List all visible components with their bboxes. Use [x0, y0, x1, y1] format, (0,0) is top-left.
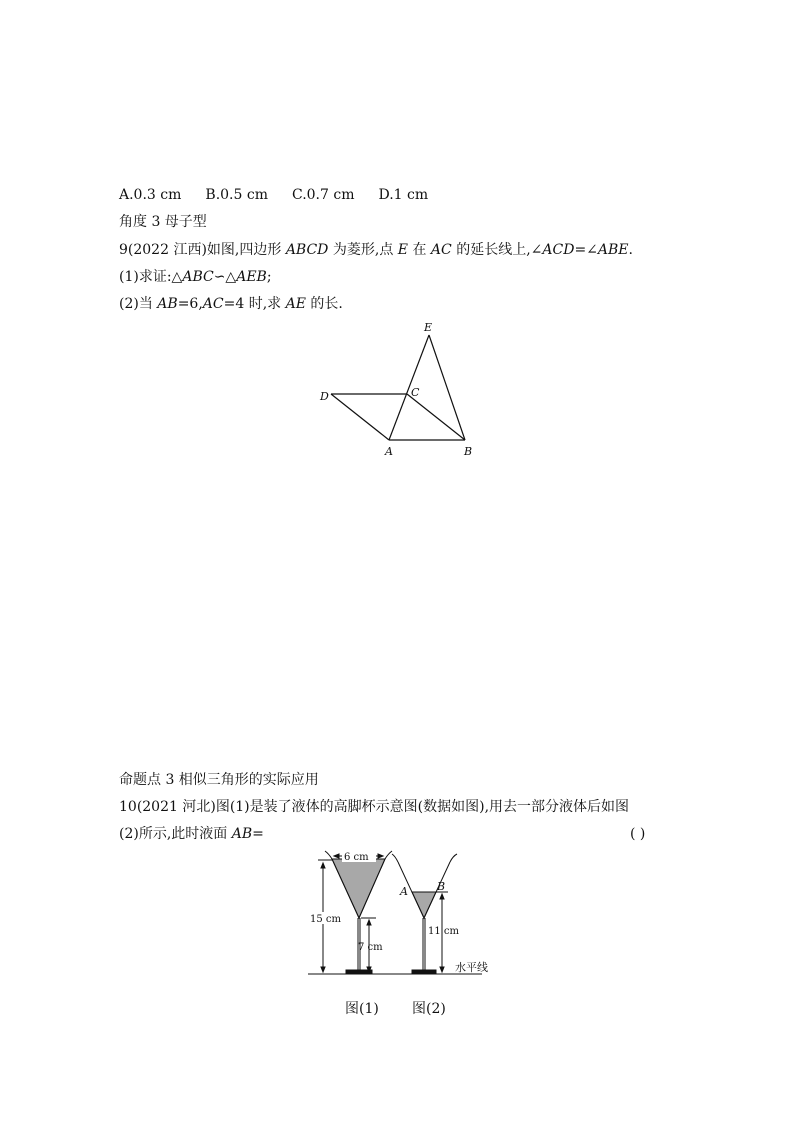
- question-10-line2: (2)所示,此时液面 AB=: [119, 826, 264, 842]
- section-heading-angle3: 角度 3 母子型: [119, 214, 207, 230]
- label-goblet-b: B: [437, 880, 446, 893]
- figure-rhombus-triangle: [310, 318, 490, 463]
- label-a: A: [385, 445, 393, 458]
- stem-label: 7 cm: [358, 942, 383, 953]
- option-b: B.0.5 cm: [205, 187, 268, 203]
- label-goblet-a: A: [400, 885, 408, 898]
- section-heading-point3: 命题点 3 相似三角形的实际应用: [119, 772, 319, 788]
- answer-options: [119, 185, 452, 205]
- label-e: E: [424, 321, 433, 334]
- question-9-part1: (1)求证:△ABC∽△AEB;: [119, 269, 272, 285]
- goblet2-liquid: [412, 892, 436, 918]
- answer-parentheses: ( ): [630, 826, 646, 842]
- segment-ae: [389, 335, 429, 440]
- segment-cb: [407, 394, 465, 440]
- width-label: 6 cm: [344, 852, 369, 863]
- right-height-label: 11 cm: [428, 926, 459, 937]
- goblet1-liquid: [332, 859, 385, 918]
- option-d: D.1 cm: [378, 187, 429, 203]
- horizon-label: 水平线: [455, 961, 488, 974]
- label-b: B: [464, 445, 473, 458]
- segment-eb: [429, 335, 465, 440]
- question-9-stem: 9(2022 江西)如图,四边形 ABCD 为菱形,点 E 在 AC 的延长线上,∠ACD=∠ABE.: [119, 242, 633, 258]
- caption-figure-1: 图(1): [345, 1001, 379, 1017]
- label-c: C: [411, 386, 420, 399]
- option-a: A.0.3 cm: [119, 187, 182, 203]
- figure-goblets: [300, 848, 500, 983]
- segment-da: [331, 394, 389, 440]
- caption-figure-2: 图(2): [412, 1001, 446, 1017]
- question-10-line1: 10(2021 河北)图(1)是装了液体的高脚杯示意图(数据如图),用去一部分液体后如图: [119, 799, 630, 815]
- label-d: D: [320, 390, 329, 403]
- option-c: C.0.7 cm: [291, 187, 355, 203]
- height-label: 15 cm: [310, 914, 341, 925]
- question-9-part2: (2)当 AB=6,AC=4 时,求 AE 的长.: [119, 296, 343, 312]
